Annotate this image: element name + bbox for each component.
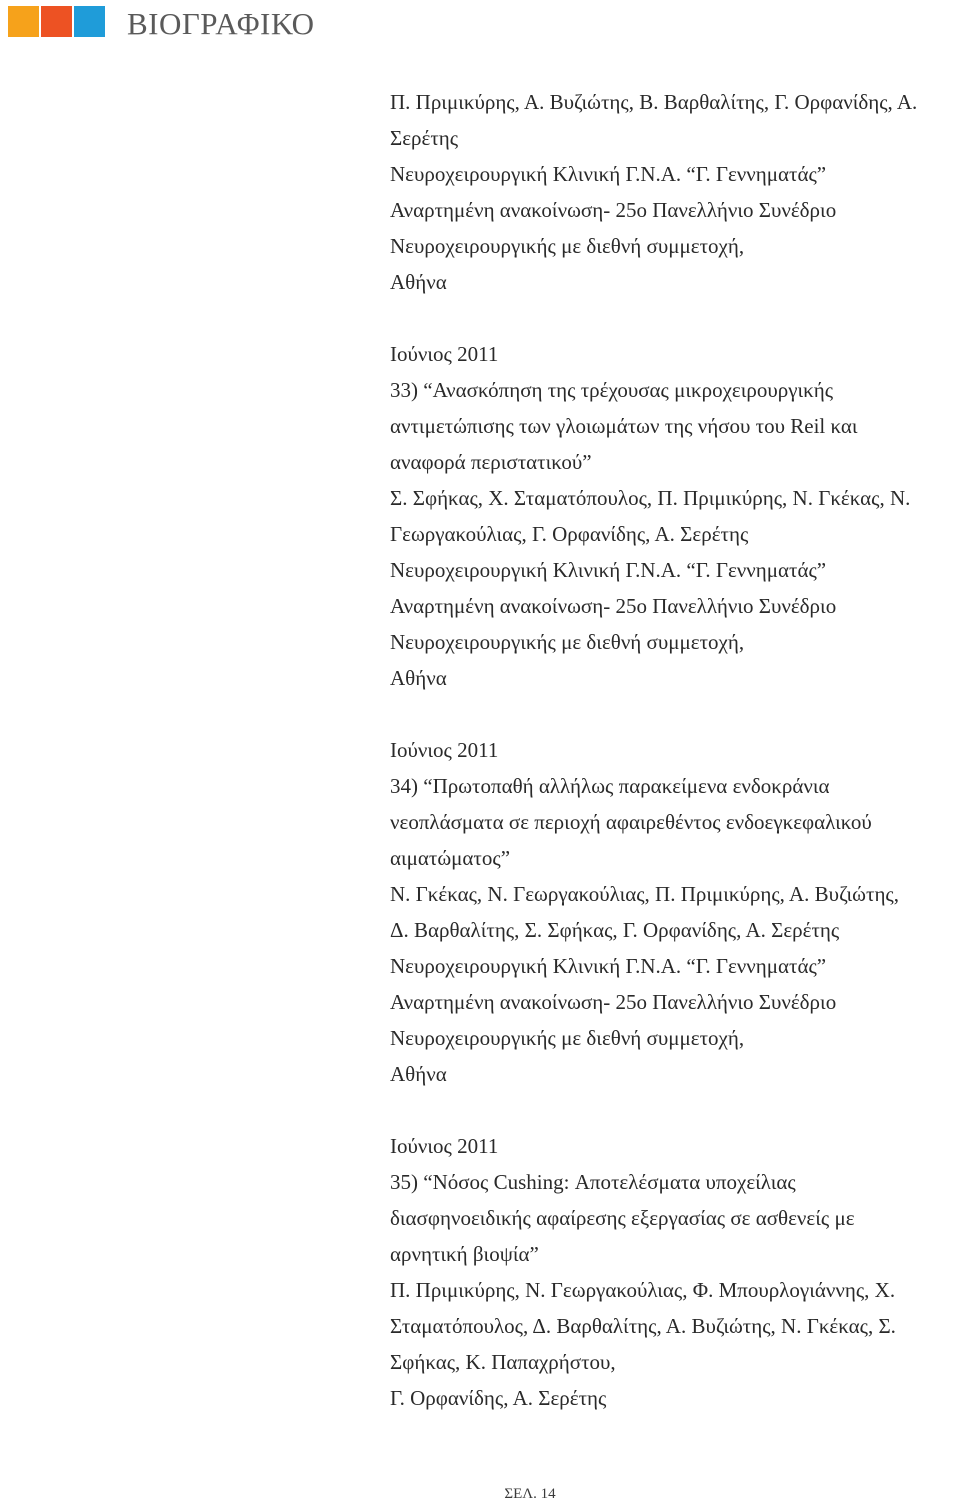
text-line: Αναρτημένη ανακοίνωση- 25ο Πανελλήνιο Συνέδριο [390,990,837,1014]
text-line: Σταματόπουλος, Δ. Βαρθαλίτης, Α. Βυζιώτης, Ν. Γκέκας, Σ. [390,1314,896,1338]
red-square-icon [41,6,72,37]
text-line: Ιούνιος 2011 [390,738,499,762]
page-number: ΣΕΛ. 14 [504,1486,556,1502]
text-line: αναφορά περιστατικού” [390,450,592,474]
text-line: Ν. Γκέκας, Ν. Γεωργακούλιας, Π. Πριμικύρης, Α. Βυζιώτης, [390,882,899,906]
text-line: Νευροχειρουργικής με διεθνή συμμετοχή, [390,1026,745,1050]
text-line: Δ. Βαρθαλίτης, Σ. Σφήκας, Γ. Ορφανίδης, Α. Σερέτης [390,918,840,942]
text-line: 35) “Νόσος Cushing: Αποτελέσματα υποχείλιας [390,1170,796,1194]
text-line: Ιούνιος 2011 [390,342,499,366]
blank-line [390,300,950,336]
text-line: 33) “Ανασκόπηση της τρέχουσας μικροχειρουργικής [390,378,834,402]
text-line: Νευροχειρουργικής με διεθνή συμμετοχή, [390,234,745,258]
text-line: Νευροχειρουργική Κλινική Γ.Ν.Α. “Γ. Γεννηματάς” [390,558,827,582]
text-line: νεοπλάσματα σε περιοχή αφαιρεθέντος ενδοεγκεφαλικού [390,810,872,834]
document-body [390,84,950,1416]
text-line: Νευροχειρουργική Κλινική Γ.Ν.Α. “Γ. Γεννηματάς” [390,162,827,186]
text-line: αρνητική βιοψία” [390,1242,539,1266]
blue-square-icon [74,6,105,37]
document-header [8,6,314,42]
text-line: 34) “Πρωτοπαθή αλλήλως παρακείμενα ενδοκράνια [390,774,830,798]
blank-line [390,1092,950,1128]
logo-squares [8,6,105,42]
text-line: διασφηνοειδικής αφαίρεσης εξεργασίας σε ασθενείς με [390,1206,855,1230]
text-line: Π. Πριμικύρης, Α. Βυζιώτης, Β. Βαρθαλίτης, Γ. Ορφανίδης, Α. [390,90,918,114]
text-line: Σερέτης [390,126,459,150]
text-line: Αναρτημένη ανακοίνωση- 25ο Πανελλήνιο Συνέδριο [390,198,837,222]
text-line: Νευροχειρουργική Κλινική Γ.Ν.Α. “Γ. Γεννηματάς” [390,954,827,978]
text-line: αντιμετώπισης των γλοιωμάτων της νήσου του Reil και [390,414,858,438]
text-line: Σ. Σφήκας, Χ. Σταματόπουλος, Π. Πριμικύρης, Ν. Γκέκας, Ν. [390,486,911,510]
page-title: ΒΙΟΓΡΑΦΙΚΟ [127,6,315,41]
text-line: Αθήνα [390,1062,447,1086]
text-line: Αθήνα [390,666,447,690]
text-line: Γεωργακούλιας, Γ. Ορφανίδης, Α. Σερέτης [390,522,749,546]
text-line: Νευροχειρουργικής με διεθνή συμμετοχή, [390,630,745,654]
blank-line [390,696,950,732]
text-line: Π. Πριμικύρης, Ν. Γεωργακούλιας, Φ. Μπουρλογιάννης, Χ. [390,1278,896,1302]
text-line: αιματώματος” [390,846,511,870]
text-line: Αναρτημένη ανακοίνωση- 25ο Πανελλήνιο Συνέδριο [390,594,837,618]
orange-square-icon [8,6,39,37]
text-line: Ιούνιος 2011 [390,1134,499,1158]
text-line: Σφήκας, Κ. Παπαχρήστου, [390,1350,616,1374]
text-line: Γ. Ορφανίδης, Α. Σερέτης [390,1386,607,1410]
text-line: Αθήνα [390,270,447,294]
